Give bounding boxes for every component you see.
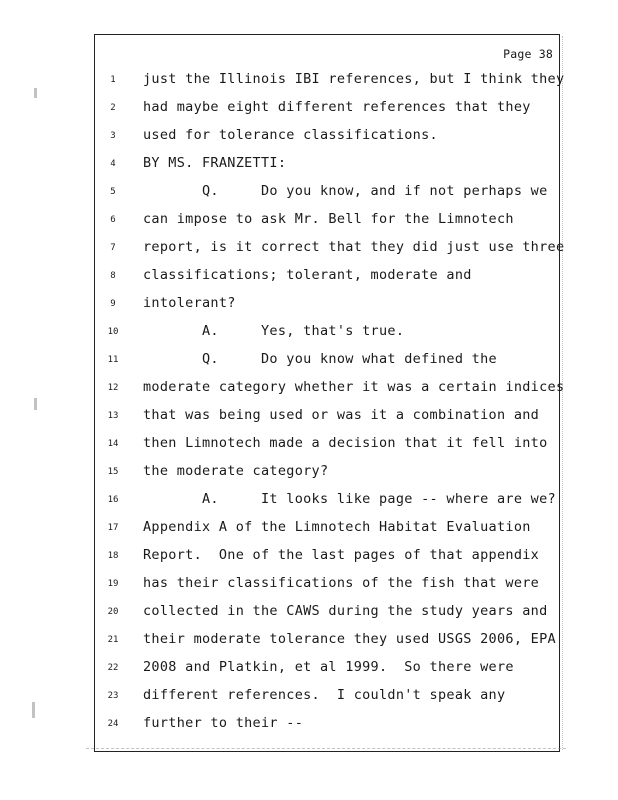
transcript-line [95,323,559,351]
line-number: 14 [107,439,119,449]
line-text: Appendix A of the Limnotech Habitat Evaluation [143,519,531,535]
transcript-line [95,575,559,603]
line-number: 9 [110,299,116,309]
transcript-line [95,267,559,295]
transcript-line [95,155,559,183]
transcript-line [95,631,559,659]
transcript-line [95,127,559,155]
line-text: Report. One of the last pages of that appendix [143,547,540,563]
transcript-line [95,239,565,267]
line-text: different references. I couldn't speak any [143,687,506,703]
transcript-line [95,295,559,323]
transcript-line [95,547,559,575]
scan-mark [32,702,35,718]
line-number: 24 [107,719,119,729]
line-text: report, is it correct that they did just use three [143,239,565,255]
line-number: 11 [107,355,119,365]
line-number: 12 [107,383,119,393]
line-number: 13 [107,411,119,421]
transcript-line [95,435,559,463]
line-text: classifications; tolerant, moderate and [143,267,472,283]
transcript-line [95,99,559,127]
line-text: used for tolerance classifications. [143,127,438,143]
transcript-line [95,211,559,239]
line-text: then Limnotech made a decision that it fell into [143,435,548,451]
transcript-line [95,659,559,687]
transcript-line [95,71,565,99]
transcript-line [95,379,565,407]
line-text: has their classifications of the fish that were [143,575,540,591]
transcript-line [95,519,559,547]
line-number: 21 [107,635,119,645]
line-text: that was being used or was it a combination and [143,407,540,423]
line-number: 17 [107,523,119,533]
transcript-line [95,183,559,211]
line-number: 10 [107,327,119,337]
line-number: 7 [110,243,116,253]
line-text: the moderate category? [143,463,329,479]
line-number: 6 [110,215,116,225]
line-number: 8 [110,271,116,281]
scan-artifact-right [562,36,567,750]
line-number: 18 [107,551,119,561]
line-text: Q. Do you know what defined the [143,351,497,367]
scan-artifact-bottom [86,748,566,755]
line-number: 23 [107,691,119,701]
page-number: Page 38 [503,47,553,61]
line-text: A. It looks like page -- where are we? [143,491,556,507]
line-number: 2 [110,103,116,113]
line-text: had maybe eight different references that they [143,99,531,115]
line-number: 22 [107,663,119,673]
line-text: their moderate tolerance they used USGS 2006, EPA [143,631,556,647]
line-text: A. Yes, that's true. [143,323,405,339]
transcript-line [95,351,559,379]
line-number: 1 [110,75,116,85]
transcript-line [95,687,559,715]
line-number: 16 [107,495,119,505]
transcript-lines [95,71,565,743]
line-text: intolerant? [143,295,236,311]
line-number: 19 [107,579,119,589]
transcript-line [95,491,559,519]
line-number: 20 [107,607,119,617]
scan-mark [34,398,37,410]
transcript-page [94,34,565,752]
line-text: Q. Do you know, and if not perhaps we [143,183,548,199]
transcript-line [95,463,559,491]
transcript-line [95,407,559,435]
line-text: BY MS. FRANZETTI: [143,155,287,171]
line-number: 5 [110,187,116,197]
transcript-line [95,603,559,631]
line-text: moderate category whether it was a certain indices [143,379,565,395]
line-number: 3 [110,131,116,141]
line-text: can impose to ask Mr. Bell for the Limnotech [143,211,514,227]
line-text: 2008 and Platkin, et al 1999. So there were [143,659,514,675]
line-number: 4 [110,159,116,169]
line-text: just the Illinois IBI references, but I think they [143,71,565,87]
line-text: further to their -- [143,715,304,731]
transcript-line [95,715,559,743]
line-text: collected in the CAWS during the study years and [143,603,548,619]
scan-mark [34,88,37,98]
line-number: 15 [107,467,119,477]
